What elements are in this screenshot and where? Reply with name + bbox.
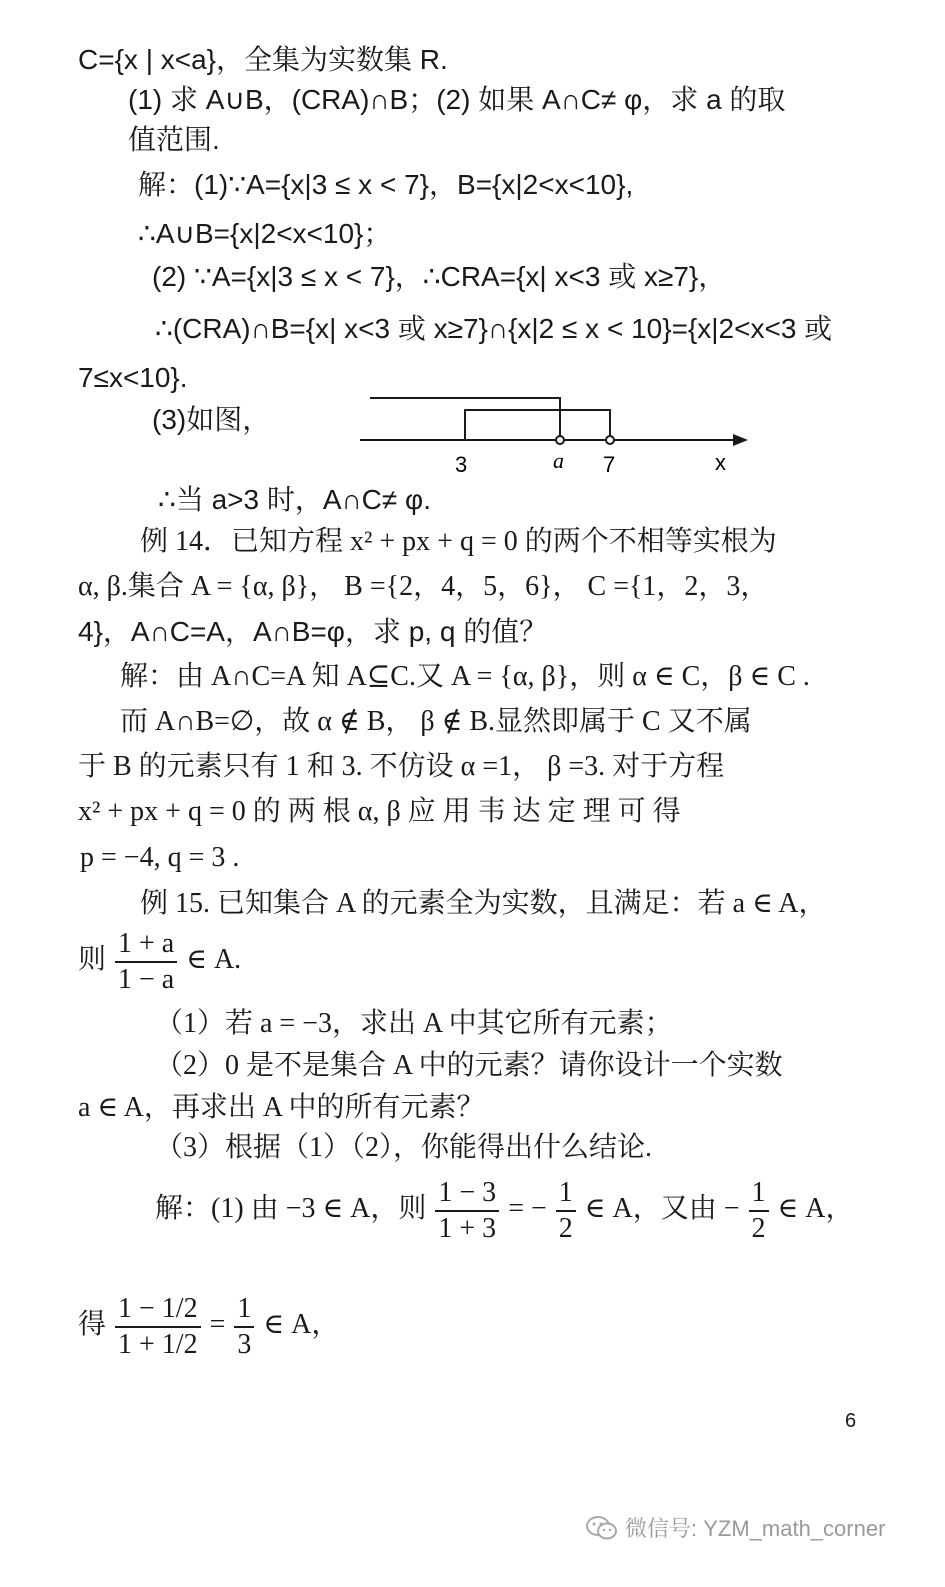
- text-line: a ∈ A，再求出 A 中的所有元素？: [78, 1092, 485, 1123]
- text-run: ∈ A，: [777, 1193, 854, 1224]
- numerator: 1: [234, 1292, 254, 1328]
- denominator: 1 − a: [118, 963, 175, 995]
- text-line: 而 A∩B=∅，故 α ∉ B， β ∉ B.显然即属于 C 又不属: [120, 706, 752, 737]
- tick-label-7: 7: [603, 452, 616, 477]
- denominator: 2: [558, 1212, 573, 1244]
- numerator: 1: [749, 1176, 769, 1212]
- text-run: ∈ A，又由 −: [584, 1193, 740, 1224]
- page-number: 6: [845, 1410, 857, 1432]
- denominator: 3: [237, 1328, 252, 1360]
- number-line-diagram: [355, 390, 755, 480]
- fraction: [749, 1176, 769, 1246]
- example-14-heading: 例 14．已知方程 x² + px + q = 0 的两个不相等实根为: [140, 526, 777, 557]
- set-a-bracket: [465, 410, 610, 440]
- watermark: [585, 1512, 885, 1543]
- fraction: [115, 927, 177, 997]
- fraction-line: [78, 925, 241, 997]
- numerator: 1 − 3: [435, 1176, 499, 1212]
- text-run: 则: [78, 944, 107, 975]
- text-line: (2) ∵A={x|3 ≤ x < 7}，∴CRA={x| x<3 或 x≥7}，: [152, 261, 727, 292]
- text-line: 值范围.: [128, 124, 220, 155]
- fraction-line: [78, 1288, 339, 1362]
- text-line: （1）若 a = −3，求出 A 中其它所有元素；: [155, 1008, 673, 1039]
- text-line: (1) 求 A∪B，(CRA)∩B；(2) 如果 A∩C≠ φ，求 a 的取: [128, 84, 786, 115]
- text-line: （3）根据（1）（2），你能得出什么结论.: [155, 1132, 653, 1163]
- denominator: 1 + 3: [438, 1212, 497, 1244]
- numerator: 1 + a: [115, 927, 177, 963]
- open-point-7: [606, 436, 614, 444]
- text-line: ∴A∪B={x|2<x<10}；: [138, 218, 392, 249]
- text-line: ∴当 a>3 时，A∩C≠ φ.: [158, 484, 431, 515]
- text-run: =: [209, 1309, 226, 1340]
- tick-label-a: a: [553, 448, 564, 473]
- wechat-icon: [585, 1514, 619, 1542]
- axis-label-x: x: [715, 450, 726, 475]
- text-line: 于 B 的元素只有 1 和 3. 不仿设 α =1， β =3. 对于方程: [78, 751, 725, 782]
- fraction-line: [155, 1172, 853, 1246]
- watermark-text: 微信号: YZM_math_corner: [625, 1516, 886, 1541]
- fraction: [234, 1292, 254, 1362]
- text-run: = −: [508, 1193, 547, 1224]
- text-line: x² + px + q = 0 的 两 根 α, β 应 用 韦 达 定 理 可 得: [78, 796, 681, 827]
- text-line: (3)如图，: [152, 404, 271, 435]
- text-run: 得: [78, 1309, 107, 1340]
- fraction: [556, 1176, 576, 1246]
- example-15-heading: 例 15. 已知集合 A 的元素全为实数，且满足：若 a ∈ A，: [140, 888, 827, 919]
- text-line: 解：(1)∵A={x|3 ≤ x < 7}，B={x|2<x<10},: [138, 169, 634, 200]
- numerator: 1: [556, 1176, 576, 1212]
- denominator: 1 + 1/2: [118, 1328, 198, 1360]
- text-run: 解：(1) 由 −3 ∈ A，则: [155, 1193, 427, 1224]
- text-line: C={x | x<a}，全集为实数集 R.: [78, 44, 448, 75]
- text-line: α, β.集合 A = {α, β}， B ={2，4，5，6}， C ={1，2，3，: [78, 571, 769, 602]
- text-run: ∈ A，: [263, 1309, 340, 1340]
- text-line: p = −4, q = 3 .: [80, 842, 240, 873]
- text-line: 7≤x<10}.: [78, 362, 188, 393]
- numerator: 1 − 1/2: [115, 1292, 201, 1328]
- open-point-a: [556, 436, 564, 444]
- text-run: ∈ A.: [186, 944, 242, 975]
- fraction: [435, 1176, 499, 1246]
- axis-arrow: [733, 434, 748, 446]
- text-line: 解：由 A∩C=A 知 A⊆C.又 A = {α, β}，则 α ∈ C，β ∈ C .: [120, 661, 810, 692]
- text-line: （2）0 是不是集合 A 中的元素？请你设计一个实数: [155, 1050, 783, 1081]
- fraction: [115, 1292, 201, 1362]
- denominator: 2: [751, 1212, 766, 1244]
- text-line: ∴(CRA)∩B={x| x<3 或 x≥7}∩{x|2 ≤ x < 10}={x|2<x<3 或: [155, 313, 833, 344]
- tick-label-3: 3: [455, 452, 468, 477]
- text-line: 4}，A∩C=A，A∩B=φ，求 p, q 的值？: [78, 616, 548, 647]
